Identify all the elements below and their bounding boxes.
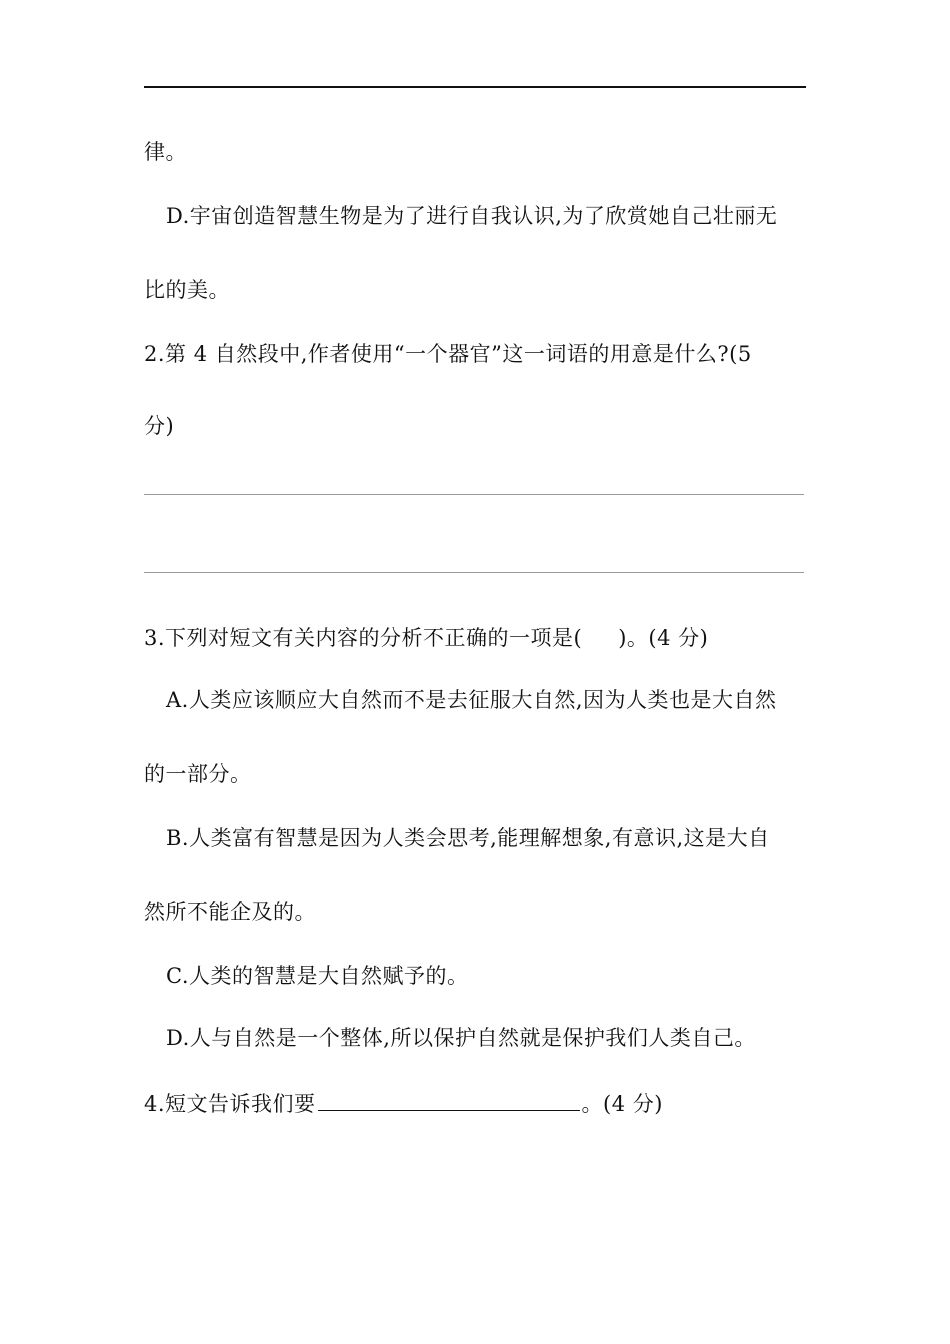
- q3-stem: [144, 624, 708, 652]
- q4-stem-before: 4.短文告诉我们要: [144, 1092, 316, 1116]
- q3-option-c: C.人类的智慧是大自然赋予的。: [166, 964, 469, 988]
- q1-option-d-line2: 比的美。: [144, 278, 230, 302]
- header-rule: [144, 86, 806, 88]
- q2-answer-line-1[interactable]: [144, 494, 804, 495]
- q3-option-b-line1: B.人类富有智慧是因为人类会思考,能理解想象,有意识,这是大自: [166, 826, 770, 850]
- q3-stem-after: )。(4 分): [618, 626, 709, 650]
- q2-answer-line-2[interactable]: [144, 572, 804, 573]
- q4-stem: [144, 1088, 663, 1118]
- q2-stem-line2: 分): [144, 414, 175, 438]
- q1-option-d-line1: D.宇宙创造智慧生物是为了进行自我认识,为了欣赏她自己壮丽无: [166, 204, 778, 228]
- q4-answer-blank[interactable]: [318, 1088, 580, 1111]
- q3-option-a-line1: A.人类应该顺应大自然而不是去征服大自然,因为人类也是大自然: [166, 688, 777, 712]
- q4-stem-after: 。(4 分): [581, 1092, 663, 1116]
- q1-continuation-text: 律。: [144, 140, 187, 164]
- q3-option-b-line2: 然所不能企及的。: [144, 900, 316, 924]
- q2-stem-line1: 2.第 4 自然段中,作者使用“一个器官”这一词语的用意是什么?(5: [144, 342, 752, 366]
- q3-option-d: D.人与自然是一个整体,所以保护自然就是保护我们人类自己。: [166, 1026, 756, 1050]
- q3-option-a-line2: 的一部分。: [144, 762, 252, 786]
- q3-stem-before: 3.下列对短文有关内容的分析不正确的一项是(: [144, 626, 583, 650]
